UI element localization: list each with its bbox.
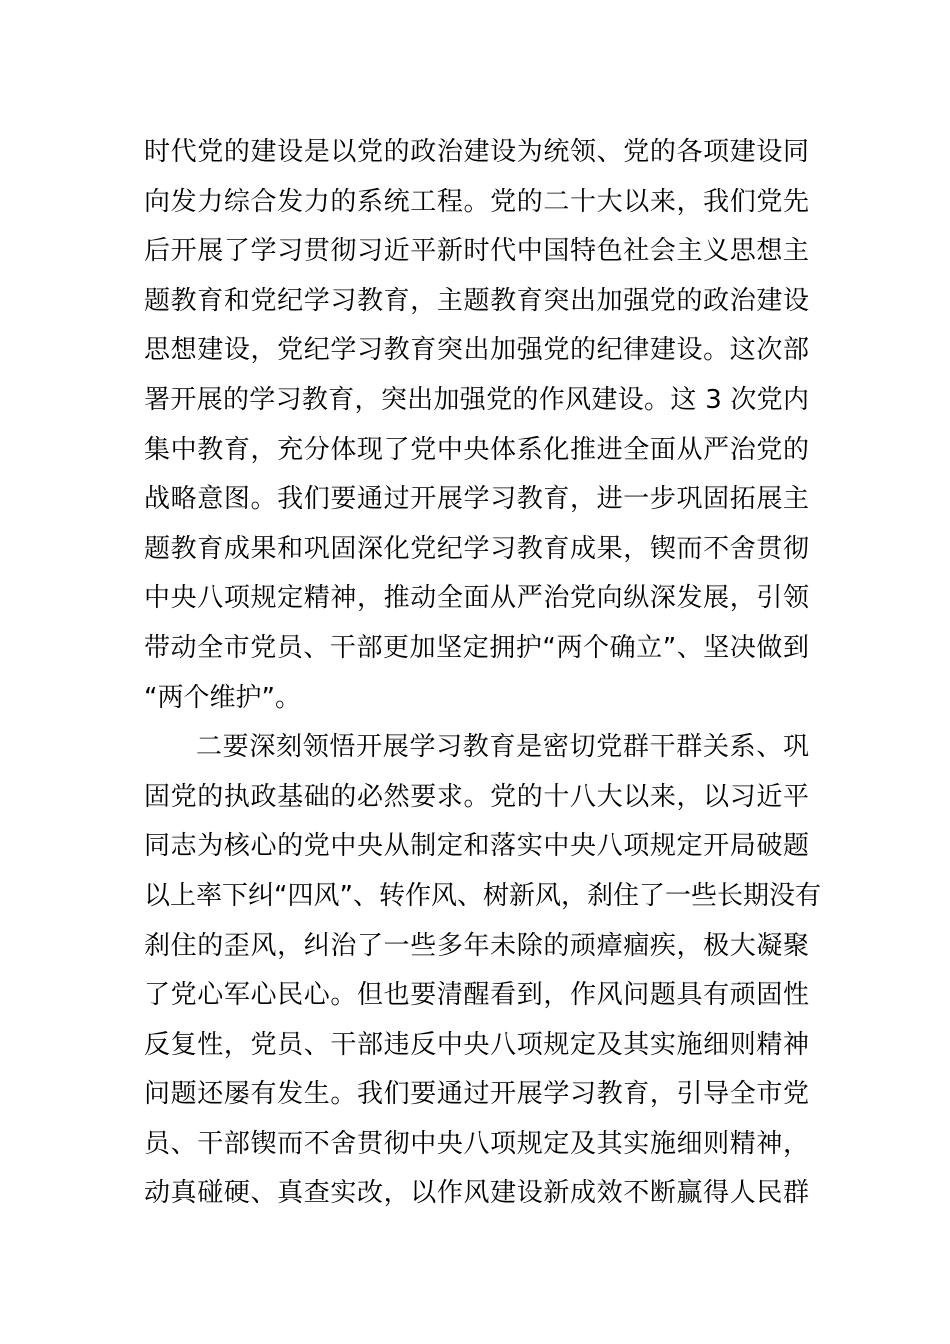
- text-line: 思想建设，党纪学习教育突出加强党的纪律建设。这次部: [144, 335, 809, 366]
- text-line: 署开展的学习教育，突出加强党的作风建设。这 3 次党内: [144, 384, 809, 415]
- text-line: 二要深刻领悟开展学习教育是密切党群干群关系、巩: [196, 732, 809, 763]
- text-line: 以上率下纠“四风”、转作风、树新风，刹住了一些长期没有: [144, 880, 821, 911]
- text-line: 中央八项规定精神，推动全面从严治党向纵深发展，引领: [144, 583, 809, 614]
- text-line: 动真碰硬、真查实改，以作风建设新成效不断赢得人民群: [144, 1178, 809, 1209]
- text-line: 带动全市党员、干部更加坚定拥护“两个确立”、坚决做到: [144, 632, 809, 663]
- text-line: 集中教育，充分体现了党中央体系化推进全面从严治党的: [144, 434, 809, 465]
- body-text: [144, 128, 821, 1219]
- text-line: 同志为核心的党中央从制定和落实中央八项规定开局破题: [144, 831, 809, 862]
- text-line: 时代党的建设是以党的政治建设为统领、党的各项建设同: [144, 137, 809, 167]
- text-line: 题教育和党纪学习教育，主题教育突出加强党的政治建设: [144, 285, 809, 316]
- text-line: 题教育成果和巩固深化党纪学习教育成果，锲而不舍贯彻: [144, 533, 809, 564]
- text-line: 固党的执政基础的必然要求。党的十八大以来，以习近平: [144, 781, 809, 812]
- text-line: 刹住的歪风，纠治了一些多年未除的顽瘴痼疾，极大凝聚: [144, 930, 809, 961]
- text-line: 问题还屡有发生。我们要通过开展学习教育，引导全市党: [144, 1079, 809, 1110]
- text-line: “两个维护”。: [144, 682, 301, 713]
- text-line: 后开展了学习贯彻习近平新时代中国特色社会主义思想主: [144, 236, 809, 267]
- text-line: 战略意图。我们要通过开展学习教育，进一步巩固拓展主: [144, 484, 809, 515]
- text-line: 员、干部锲而不舍贯彻中央八项规定及其实施细则精神，: [144, 1128, 809, 1159]
- text-line: 反复性，党员、干部违反中央八项规定及其实施细则精神: [144, 1029, 809, 1060]
- text-line: 了党心军心民心。但也要清醒看到，作风问题具有顽固性: [144, 980, 809, 1011]
- text-line: 向发力综合发力的系统工程。党的二十大以来，我们党先: [144, 186, 809, 217]
